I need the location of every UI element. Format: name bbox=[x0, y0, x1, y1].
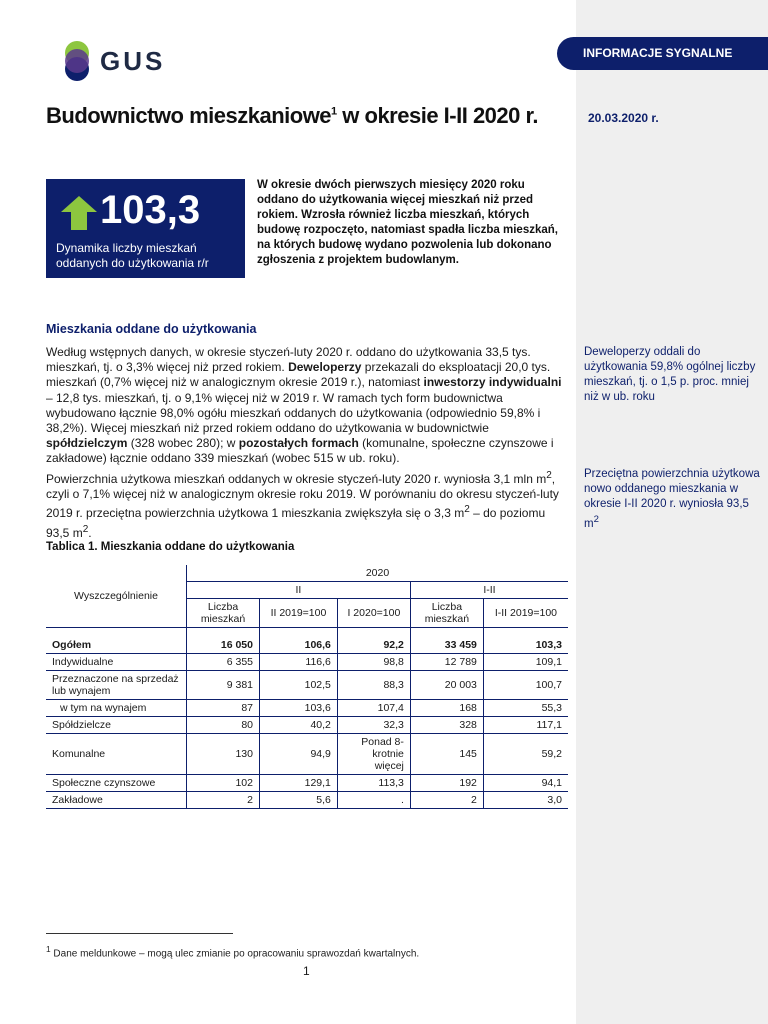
table-row: Ogółem 16 050 106,6 92,2 33 459 103,3 bbox=[46, 637, 568, 654]
table-row: Przeznaczone na sprzedaż lub wynajem 9 381 102,5 88,3 20 003 100,7 bbox=[46, 670, 568, 699]
signal-info-badge: INFORMACJE SYGNALNE bbox=[557, 37, 768, 70]
footnote-divider bbox=[46, 933, 233, 934]
page-number: 1 bbox=[303, 964, 310, 978]
sidebar-note-area: Przeciętna powierzchnia użytkowa nowo oddanego mieszkania w okresie I-II 2020 r. wyniosła 93,5 $m^2$ bbox=[584, 468, 760, 530]
publication-date: 20.03.2020 r. bbox=[588, 111, 659, 125]
col-header: II 2019=100 bbox=[260, 599, 338, 628]
section-heading: Mieszkania oddane do użytkowania bbox=[46, 322, 257, 336]
table-row: w tym na wynajem 87 103,6 107,4 168 55,3 bbox=[46, 699, 568, 716]
table-row: Zakładowe 2 5,6 . 2 3,0 bbox=[46, 791, 568, 808]
body-paragraph-1: Według wstępnych danych, w okresie styczeń-luty 2020 r. oddano do użytkowania 33,5 tys. mieszkań, tj. o 3,3% więcej niż przed rokiem. Deweloperzy przekazali do eksploatacji 20,0 tys. mieszkań (0,7% więcej niż w analogicznym okresie 2019 r.), natomiast inwestorzy indywidualni – 12,8 tys. mieszkań, tj. o 9,1% więcej niż w 2019 r. W ramach tych form budownictwa wybudowano łącznie 98,0% ogółu mieszkań oddanych do użytkowania (odpowiednio 59,8% i 38,2%). Więcej mieszkań niż przed rokiem oddano do użytkowania w budownictwie spółdzielczym (328 wobec 280); w pozostałych formach (komunalne, społeczne czynszowe i zakładowe) łącznie oddano 339 mieszkań (wobec 515 w ub. roku). bbox=[46, 345, 562, 466]
kpi-box bbox=[46, 179, 245, 278]
up-arrow-icon bbox=[59, 194, 99, 232]
col-header: Liczba mieszkań bbox=[187, 599, 260, 628]
col-header: I-II 2019=100 bbox=[483, 599, 568, 628]
year-header: 2020 bbox=[187, 565, 569, 582]
col-header: I 2020=100 bbox=[337, 599, 410, 628]
table-title: Tablica 1. Mieszkania oddane do użytkowania bbox=[46, 541, 295, 553]
kpi-value: 103,3 bbox=[100, 188, 201, 232]
footnote-ref[interactable]: 1 bbox=[331, 105, 337, 118]
group-header-ii: II bbox=[187, 582, 411, 599]
page-title: Budownictwo mieszkaniowe$^1$ w okresie I-II 2020 r. bbox=[46, 103, 538, 128]
logo-text: GUS bbox=[100, 46, 166, 76]
lead-paragraph: W okresie dwóch pierwszych miesięcy 2020 roku oddano do użytkowania więcej mieszkań niż przed rokiem. Wzrosła również liczba mieszkań, których budowę rozpoczęto, natomiast spadła liczba mieszkań, na których budowę wydano pozwolenia lub dokonano zgłoszenia z projektem budowlanym. bbox=[257, 179, 558, 266]
table-row: Indywidualne 6 355 116,6 98,8 12 789 109,1 bbox=[46, 653, 568, 670]
body-paragraph-2: Powierzchnia użytkowa mieszkań oddanych w okresie styczeń-luty 2020 r. wyniosła 3,1 mln $m^2$, czyli o 7,1% więcej niż w analogicznym okresie roku 2019. W porównaniu do okresu styczeń-luty 2019 r. przeciętna powierzchnia użytkowa 1 mieszkania zwiększyła się o 3,3 $m^2$ – do poziomu 93,5 $m^2$. bbox=[46, 470, 559, 540]
stub-header: Wyszczególnienie bbox=[46, 565, 187, 628]
kpi-caption: Dynamika liczby mieszkań oddanych do użytkowania r/r bbox=[56, 241, 209, 270]
table-row: Spółdzielcze 80 40,2 32,3 328 117,1 bbox=[46, 716, 568, 733]
dwellings-table bbox=[46, 565, 568, 809]
sidebar-note-developers: Deweloperzy oddali do użytkowania 59,8% ogólnej liczby mieszkań, tj. o 1,5 p. proc. mniej niż w ub. roku bbox=[584, 346, 756, 403]
footnote: $^1$ Dane meldunkowe – mogą ulec zmianie po opracowaniu sprawozdań kwartalnych. bbox=[46, 944, 420, 960]
group-header-i-ii: I-II bbox=[410, 582, 568, 599]
table-row: Społeczne czynszowe 102 129,1 113,3 192 94,1 bbox=[46, 774, 568, 791]
col-header: Liczba mieszkań bbox=[410, 599, 483, 628]
table-row: Komunalne 130 94,9 Ponad 8-krotnie więcej 145 59,2 bbox=[46, 733, 568, 774]
